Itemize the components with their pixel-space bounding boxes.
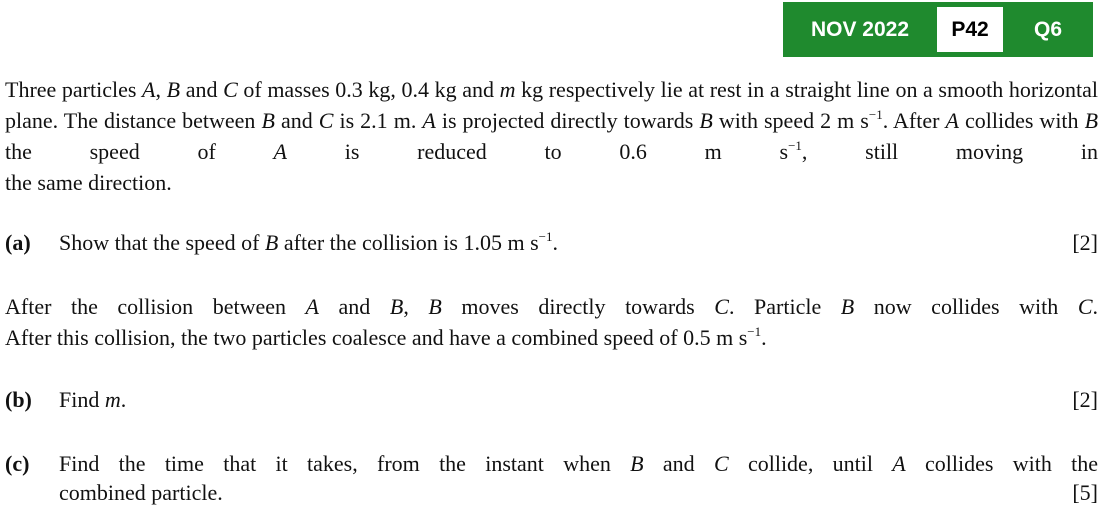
part-c-text-line1: Find the time that it takes, from the instant when B and C collide, until A collides with the [59, 451, 1099, 476]
part-c-label: (c) [5, 451, 30, 476]
paper-code: P42 [937, 7, 1003, 52]
intro-paragraph: Three particles A, B and C of masses 0.3 kg, 0.4 kg and m kg respectively lie at rest in a straight line on a smooth horizontal plane. The distance between B and C is 2.1 m. A is projected directly towards B with speed 2 m $s^{-1}$. After A collides with B the speed of A is reduced to 0.6 m $s^{-1}$, still moving in the same direction. [5, 77, 1099, 195]
part-b-text: Find m. [59, 387, 127, 412]
part-c [5, 448, 1098, 510]
part-a-marks: [2] [1072, 230, 1098, 255]
mid-paragraph: After the collision between A and B, B moves directly towards C. Particle B now collides with C. After this collision, the two particles coalesce and have a combined speed of 0.5 m $s^{-1}$. [5, 294, 1098, 350]
part-a-label: (a) [5, 230, 31, 255]
question-badge [783, 2, 1093, 57]
part-b-marks: [2] [1072, 387, 1098, 412]
part-c-marks: [5] [1072, 480, 1098, 505]
part-b-label: (b) [5, 387, 32, 412]
part-c-text-line2: combined particle. [59, 480, 223, 505]
part-a-text: Show that the speed of B after the collision is 1.05 m $s^{-1}$. [59, 229, 558, 255]
exam-session: NOV 2022 [810, 17, 910, 41]
question-number: Q6 [1033, 17, 1062, 41]
